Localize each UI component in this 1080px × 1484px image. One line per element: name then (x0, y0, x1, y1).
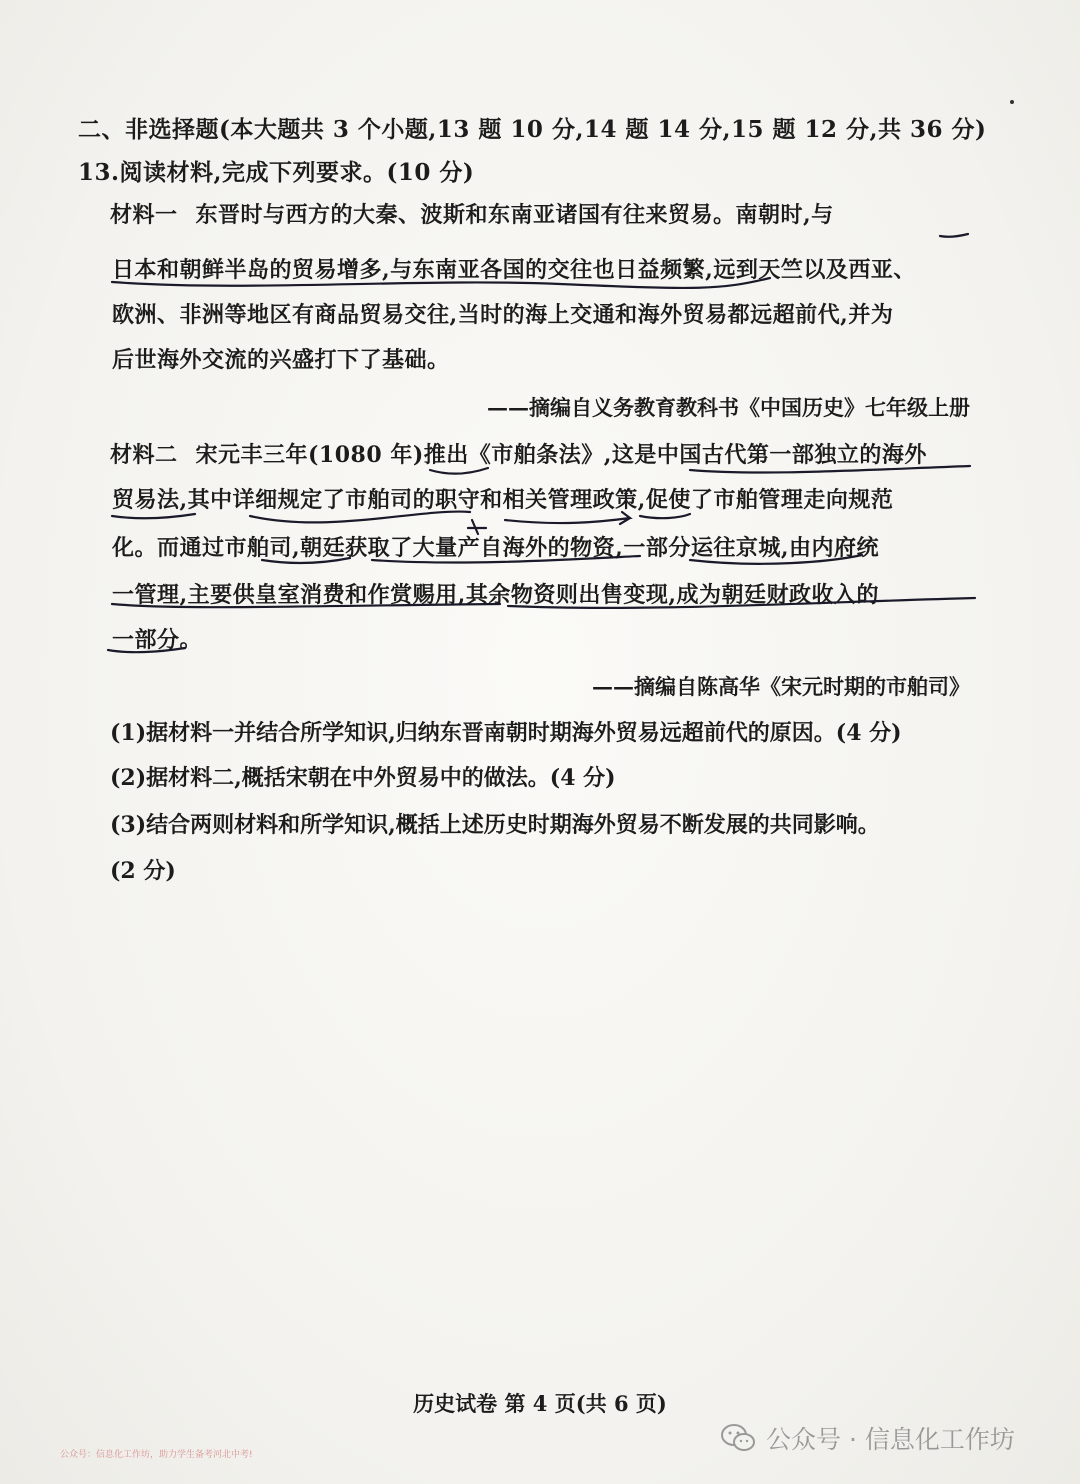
page-footer: 历史试卷 第 4 页(共 6 页) (413, 1391, 667, 1416)
material1-line-3: 欧洲、非洲等地区有商品贸易交往,当时的海上交通和海外贸易都远超前代,并为 (112, 302, 894, 328)
question-heading: 13.阅读材料,完成下列要求。(10 分) (78, 159, 475, 186)
material1-label: 材料一 (110, 202, 178, 228)
material1-source: ——摘编自义务教育教科书《中国历史》七年级上册 (487, 395, 970, 420)
scan-speck (1010, 100, 1014, 104)
watermark-small: 公众号：信息化工作坊，助力学生备考河北中考! (60, 1450, 253, 1460)
material2-label: 材料二 (110, 442, 178, 468)
insert-mark (468, 520, 486, 534)
watermark-text: 公众号 · 信息化工作坊 (766, 1425, 1015, 1454)
wechat-icon (720, 1423, 756, 1453)
underline-1 (940, 234, 968, 237)
material2-line-4: 一管理,主要供皇室消费和作赏赐用,其余物资则出售变现,成为朝廷财政收入的 (112, 582, 879, 608)
material2-line-1: 材料二 宋元丰三年(1080 年)推出《市舶条法》,这是中国古代第一部独立的海外 (110, 442, 927, 468)
subquestion-1: (1)据材料一并结合所学知识,归纳东晋南朝时期海外贸易远超前代的原因。(4 分) (110, 720, 902, 746)
material1-line-1: 材料一 东晋时与西方的大秦、波斯和东南亚诸国有往来贸易。南朝时,与 (110, 202, 834, 228)
material1-line-2: 日本和朝鲜半岛的贸易增多,与东南亚各国的交往也日益频繁,远到天竺以及西亚、 (112, 257, 916, 283)
subquestion-3-score: (2 分) (110, 858, 176, 884)
material2-source: ——摘编自陈高华《宋元时期的市舶司》 (592, 674, 970, 699)
subquestion-3: (3)结合两则材料和所学知识,概括上述历史时期海外贸易不断发展的共同影响。 (110, 812, 880, 838)
section-title: 二、非选择题(本大题共 3 个小题,13 题 10 分,14 题 14 分,15 题 12 分,共 36 分) (78, 116, 987, 143)
material2-line-3: 化。而通过市舶司,朝廷获取了大量产自海外的物资,一部分运往京城,由内府统 (112, 535, 879, 561)
subquestion-2: (2)据材料二,概括宋朝在中外贸易中的做法。(4 分) (110, 765, 616, 791)
watermark (720, 1420, 1015, 1456)
material2-line-5: 一部分。 (112, 627, 203, 653)
material2-line-2: 贸易法,其中详细规定了市舶司的职守和相关管理政策,促使了市舶管理走向规范 (112, 487, 894, 513)
material1-line-4: 后世海外交流的兴盛打下了基础。 (112, 347, 450, 373)
